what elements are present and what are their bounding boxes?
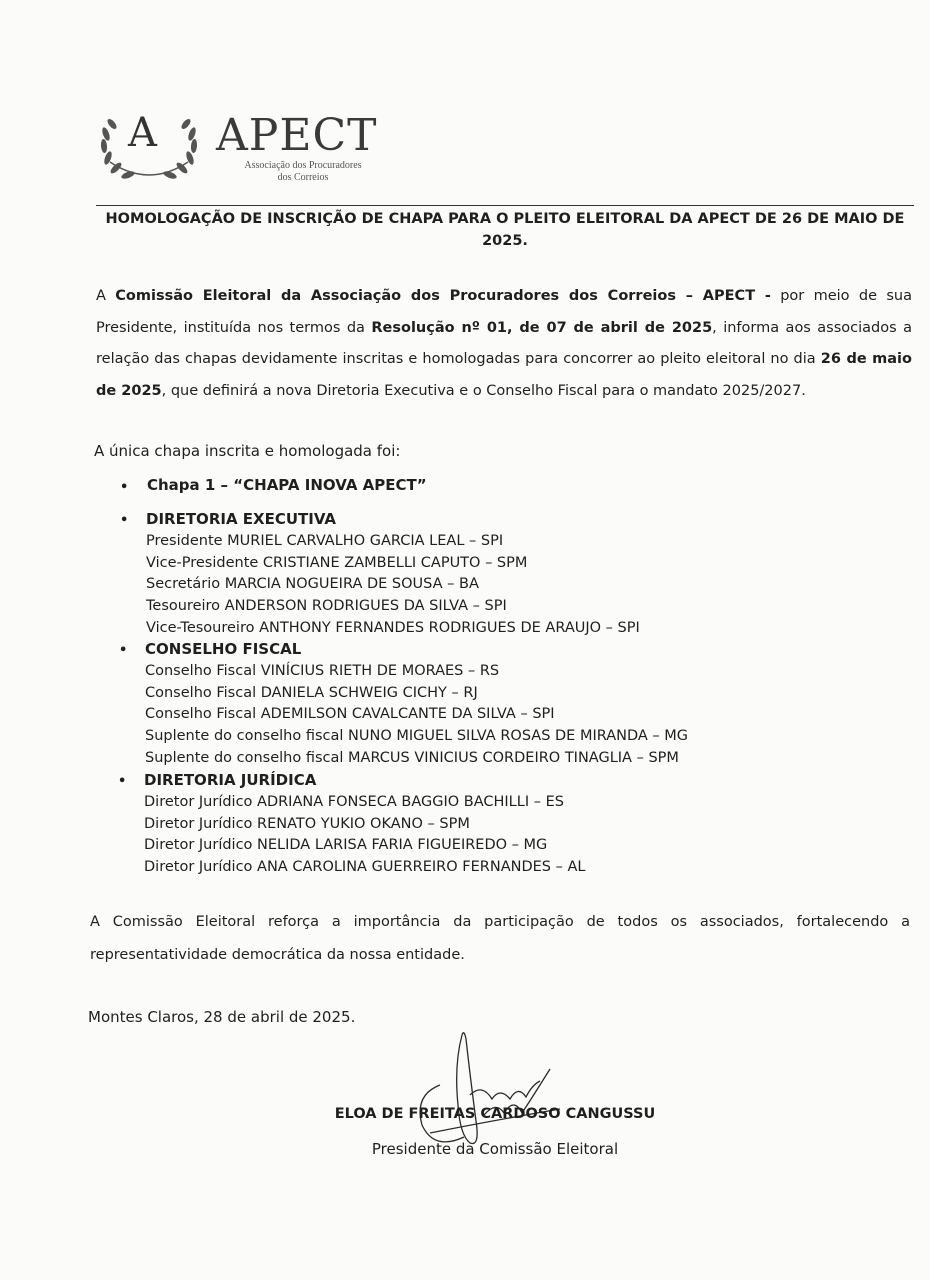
intro-text: A única chapa inscrita e homologada foi:: [94, 442, 401, 460]
section-heading: DIRETORIA JURÍDICA: [144, 771, 317, 789]
header-rule: [96, 205, 914, 206]
member-line: Presidente MURIEL CARVALHO GARCIA LEAL – SPI: [146, 532, 504, 549]
chapa-name: Chapa 1 – “CHAPA INOVA APECT”: [147, 476, 427, 494]
signatory-role: Presidente da Comissão Eleitoral: [371, 1140, 619, 1158]
member-line: Secretário MARCIA NOGUEIRA DE SOUSA – BA: [146, 576, 479, 593]
p1-election-date: 26 de maio de 2025: [96, 351, 912, 399]
conselho-fiscal-section: [145, 639, 688, 770]
title-line1: HOMOLOGAÇÃO DE INSCRIÇÃO DE CHAPA PARA O PLEITO ELEITORAL DA APECT DE 26 DE MAIO DE: [105, 211, 905, 227]
p1-c: por meio de sua Presidente, instituída nos termos da: [96, 288, 912, 336]
member-line: Diretor Jurídico RENATO YUKIO OKANO – SPM: [144, 815, 470, 832]
announcement-paragraph: [96, 281, 912, 407]
diretoria-executiva-section: [146, 509, 640, 640]
member-line: Conselho Fiscal DANIELA SCHWEIG CICHY – RJ: [145, 684, 478, 701]
member-line: Diretor Jurídico NELIDA LARISA FARIA FIGUEIREDO – MG: [144, 837, 548, 854]
logo-subtitle-line2: dos Correios: [277, 172, 329, 183]
section-heading: CONSELHO FISCAL: [145, 640, 302, 658]
place-and-date: Montes Claros, 28 de abril de 2025.: [88, 1008, 356, 1026]
bullet: •: [119, 643, 128, 658]
handwritten-signature: [400, 1025, 580, 1155]
diretoria-juridica-section: [144, 770, 585, 879]
p1-a: A: [96, 288, 116, 304]
signatory-name: ELOA DE FREITAS CARDOSO CANGUSSU: [334, 1106, 656, 1122]
member-line: Vice-Tesoureiro ANTHONY FERNANDES RODRIGUES DE ARAUJO – SPI: [146, 619, 640, 636]
bullet: •: [120, 480, 129, 495]
logo-subtitle-line1: Associação dos Procuradores: [244, 160, 362, 171]
member-line: Suplente do conselho fiscal NUNO MIGUEL SILVA ROSAS DE MIRANDA – MG: [145, 728, 689, 745]
section-heading: DIRETORIA EXECUTIVA: [146, 510, 337, 528]
member-line: Suplente do conselho fiscal MARCUS VINICIUS CORDEIRO TINAGLIA – SPM: [145, 749, 679, 766]
closing-paragraph: A Comissão Eleitoral reforça a importância da participação de todos os associados, fortalecendo a representatividade democrática da nossa entidade.: [90, 914, 910, 963]
member-line: Diretor Jurídico ADRIANA FONSECA BAGGIO BACHILLI – ES: [144, 793, 564, 810]
bullet: •: [118, 774, 127, 789]
p1-e: , informa aos associados a relação das chapas devidamente inscritas e homologadas para concorrer ao pleito eleitoral no dia: [96, 319, 912, 367]
member-line: Conselho Fiscal ADEMILSON CAVALCANTE DA SILVA – SPI: [145, 706, 555, 723]
p1-commission: Comissão Eleitoral da Associação dos Procuradores dos Correios – APECT -: [115, 288, 771, 304]
member-line: Conselho Fiscal VINÍCIUS RIETH DE MORAES – RS: [145, 662, 500, 679]
document-title: [100, 208, 910, 252]
title-line2: 2025.: [482, 233, 528, 249]
logo-letter: A: [128, 110, 157, 156]
p1-resolution: Resolução nº 01, de 07 de abril de 2025: [371, 319, 713, 336]
bullet: •: [120, 513, 129, 528]
logo-subtitle: [228, 160, 378, 184]
p1-g: , que definirá a nova Diretoria Executiva e o Conselho Fiscal para o mandato 2025/2027.: [161, 382, 806, 399]
member-line: Diretor Jurídico ANA CAROLINA GUERREIRO FERNANDES – AL: [144, 859, 586, 876]
logo-name: APECT: [216, 110, 378, 161]
apect-logo: [96, 104, 396, 186]
member-line: Tesoureiro ANDERSON RODRIGUES DA SILVA – SPI: [146, 598, 507, 615]
member-line: Vice-Presidente CRISTIANE ZAMBELLI CAPUTO – SPM: [146, 554, 528, 571]
